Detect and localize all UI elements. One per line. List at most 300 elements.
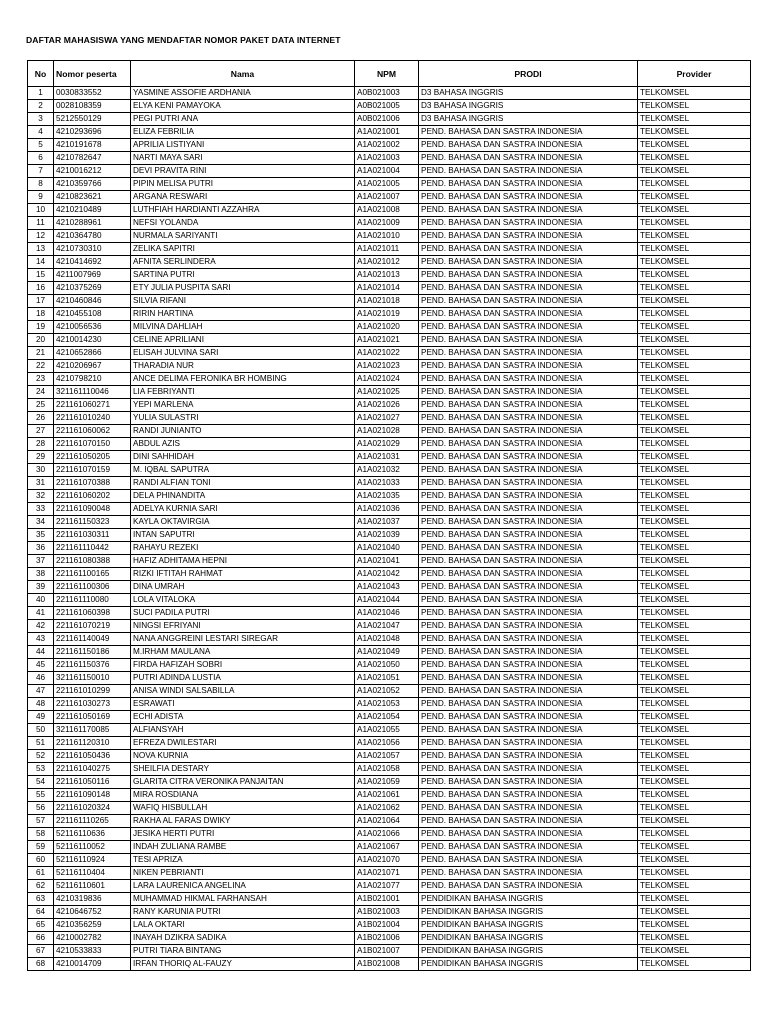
cell-no: 46 [28, 672, 54, 685]
cell-provider: TELKOMSEL [638, 321, 751, 334]
cell-nomor-peserta: 4210016212 [54, 165, 131, 178]
cell-npm: A0B021003 [355, 87, 419, 100]
cell-npm: A1A021012 [355, 256, 419, 269]
cell-provider: TELKOMSEL [638, 893, 751, 906]
cell-prodi: PEND. BAHASA DAN SASTRA INDONESIA [419, 243, 638, 256]
table-row [28, 399, 751, 412]
cell-npm: A1A021036 [355, 503, 419, 516]
cell-no: 33 [28, 503, 54, 516]
cell-provider: TELKOMSEL [638, 464, 751, 477]
cell-nomor-peserta: 4210364780 [54, 230, 131, 243]
cell-prodi: PEND. BAHASA DAN SASTRA INDONESIA [419, 295, 638, 308]
cell-provider: TELKOMSEL [638, 451, 751, 464]
table-row [28, 698, 751, 711]
table-row [28, 165, 751, 178]
cell-nama: DINA UMRAH [131, 581, 355, 594]
table-row [28, 802, 751, 815]
table-row [28, 386, 751, 399]
cell-nomor-peserta: 221161050205 [54, 451, 131, 464]
cell-nama: RAHAYU REZEKI [131, 542, 355, 555]
cell-no: 53 [28, 763, 54, 776]
cell-npm: A1A021051 [355, 672, 419, 685]
cell-no: 17 [28, 295, 54, 308]
cell-nomor-peserta: 221161120310 [54, 737, 131, 750]
table-row [28, 672, 751, 685]
cell-provider: TELKOMSEL [638, 750, 751, 763]
cell-no: 54 [28, 776, 54, 789]
cell-nama: NURMALA SARIYANTI [131, 230, 355, 243]
cell-provider: TELKOMSEL [638, 841, 751, 854]
cell-nama: NINGSI EFRIYANI [131, 620, 355, 633]
cell-provider: TELKOMSEL [638, 581, 751, 594]
cell-provider: TELKOMSEL [638, 789, 751, 802]
cell-nomor-peserta: 4210375269 [54, 282, 131, 295]
cell-nama: YEPI MARLENA [131, 399, 355, 412]
cell-prodi: PEND. BAHASA DAN SASTRA INDONESIA [419, 126, 638, 139]
cell-nomor-peserta: 221161010299 [54, 685, 131, 698]
cell-npm: A1A021047 [355, 620, 419, 633]
cell-nama: NIKEN PEBRIANTI [131, 867, 355, 880]
cell-provider: TELKOMSEL [638, 672, 751, 685]
cell-no: 36 [28, 542, 54, 555]
table-row [28, 815, 751, 828]
cell-provider: TELKOMSEL [638, 412, 751, 425]
cell-provider: TELKOMSEL [638, 867, 751, 880]
cell-provider: TELKOMSEL [638, 243, 751, 256]
table-row [28, 139, 751, 152]
cell-prodi: PEND. BAHASA DAN SASTRA INDONESIA [419, 698, 638, 711]
cell-npm: A1A021024 [355, 373, 419, 386]
table-row [28, 542, 751, 555]
cell-prodi: PEND. BAHASA DAN SASTRA INDONESIA [419, 178, 638, 191]
cell-npm: A1A021040 [355, 542, 419, 555]
cell-prodi: PEND. BAHASA DAN SASTRA INDONESIA [419, 165, 638, 178]
cell-nama: EFREZA DWILESTARI [131, 737, 355, 750]
cell-nomor-peserta: 221161150376 [54, 659, 131, 672]
cell-prodi: PEND. BAHASA DAN SASTRA INDONESIA [419, 724, 638, 737]
cell-provider: TELKOMSEL [638, 126, 751, 139]
cell-nama: SHEILFIA DESTARY [131, 763, 355, 776]
cell-provider: TELKOMSEL [638, 282, 751, 295]
cell-provider: TELKOMSEL [638, 568, 751, 581]
cell-prodi: PENDIDIKAN BAHASA INGGRIS [419, 919, 638, 932]
cell-prodi: PENDIDIKAN BAHASA INGGRIS [419, 945, 638, 958]
cell-nomor-peserta: 221161100306 [54, 581, 131, 594]
table-row [28, 581, 751, 594]
cell-npm: A1B021006 [355, 932, 419, 945]
cell-nama: RANDI ALFIAN TONI [131, 477, 355, 490]
cell-npm: A1A021041 [355, 555, 419, 568]
cell-nama: ABDUL AZIS [131, 438, 355, 451]
cell-prodi: PENDIDIKAN BAHASA INGGRIS [419, 958, 638, 971]
cell-prodi: PENDIDIKAN BAHASA INGGRIS [419, 893, 638, 906]
cell-prodi: PEND. BAHASA DAN SASTRA INDONESIA [419, 204, 638, 217]
cell-provider: TELKOMSEL [638, 295, 751, 308]
cell-nama: MIRA ROSDIANA [131, 789, 355, 802]
table-row [28, 659, 751, 672]
cell-npm: A1A021032 [355, 464, 419, 477]
cell-provider: TELKOMSEL [638, 737, 751, 750]
cell-prodi: PEND. BAHASA DAN SASTRA INDONESIA [419, 386, 638, 399]
cell-no: 6 [28, 152, 54, 165]
cell-nomor-peserta: 4210056536 [54, 321, 131, 334]
cell-prodi: D3 BAHASA INGGRIS [419, 87, 638, 100]
table-row [28, 360, 751, 373]
cell-no: 38 [28, 568, 54, 581]
cell-no: 29 [28, 451, 54, 464]
cell-no: 18 [28, 308, 54, 321]
table-row [28, 490, 751, 503]
table-row [28, 568, 751, 581]
cell-prodi: PEND. BAHASA DAN SASTRA INDONESIA [419, 568, 638, 581]
cell-no: 56 [28, 802, 54, 815]
cell-no: 64 [28, 906, 54, 919]
cell-nama: ELIZA FEBRILIA [131, 126, 355, 139]
cell-nama: NOVA KURNIA [131, 750, 355, 763]
cell-provider: TELKOMSEL [638, 308, 751, 321]
cell-provider: TELKOMSEL [638, 633, 751, 646]
cell-provider: TELKOMSEL [638, 711, 751, 724]
cell-nomor-peserta: 221161010240 [54, 412, 131, 425]
table-row [28, 243, 751, 256]
table-row [28, 503, 751, 516]
header-no: No [28, 61, 54, 87]
cell-prodi: D3 BAHASA INGGRIS [419, 113, 638, 126]
cell-prodi: PEND. BAHASA DAN SASTRA INDONESIA [419, 334, 638, 347]
cell-nomor-peserta: 4210293696 [54, 126, 131, 139]
cell-npm: A1A021049 [355, 646, 419, 659]
table-row [28, 87, 751, 100]
cell-nomor-peserta: 4210652866 [54, 347, 131, 360]
cell-no: 65 [28, 919, 54, 932]
cell-prodi: PEND. BAHASA DAN SASTRA INDONESIA [419, 776, 638, 789]
cell-npm: A1A021004 [355, 165, 419, 178]
header-prodi: PRODI [419, 61, 638, 87]
cell-no: 40 [28, 594, 54, 607]
table-row [28, 178, 751, 191]
cell-nama: RANY KARUNIA PUTRI [131, 906, 355, 919]
cell-nomor-peserta: 4210210489 [54, 204, 131, 217]
table-row [28, 737, 751, 750]
header-provider: Provider [638, 61, 751, 87]
cell-provider: TELKOMSEL [638, 958, 751, 971]
cell-prodi: PEND. BAHASA DAN SASTRA INDONESIA [419, 529, 638, 542]
cell-nama: ALFIANSYAH [131, 724, 355, 737]
table-row [28, 269, 751, 282]
cell-provider: TELKOMSEL [638, 880, 751, 893]
cell-provider: TELKOMSEL [638, 906, 751, 919]
cell-nomor-peserta: 4210206967 [54, 360, 131, 373]
table-row [28, 750, 751, 763]
cell-no: 22 [28, 360, 54, 373]
cell-provider: TELKOMSEL [638, 347, 751, 360]
cell-npm: A1A021023 [355, 360, 419, 373]
cell-prodi: PEND. BAHASA DAN SASTRA INDONESIA [419, 282, 638, 295]
table-row [28, 555, 751, 568]
cell-no: 27 [28, 425, 54, 438]
table-row [28, 282, 751, 295]
cell-provider: TELKOMSEL [638, 217, 751, 230]
table-row [28, 906, 751, 919]
cell-nomor-peserta: 221161090148 [54, 789, 131, 802]
cell-no: 21 [28, 347, 54, 360]
cell-no: 62 [28, 880, 54, 893]
cell-no: 59 [28, 841, 54, 854]
cell-nama: ECHI ADISTA [131, 711, 355, 724]
cell-nama: GLARITA CITRA VERONIKA PANJAITAN [131, 776, 355, 789]
cell-npm: A1A021018 [355, 295, 419, 308]
cell-no: 30 [28, 464, 54, 477]
table-row [28, 295, 751, 308]
cell-prodi: PEND. BAHASA DAN SASTRA INDONESIA [419, 581, 638, 594]
cell-nomor-peserta: 221161070150 [54, 438, 131, 451]
cell-provider: TELKOMSEL [638, 165, 751, 178]
table-row [28, 724, 751, 737]
cell-nomor-peserta: 221161060202 [54, 490, 131, 503]
cell-prodi: PEND. BAHASA DAN SASTRA INDONESIA [419, 152, 638, 165]
cell-nomor-peserta: 52116110052 [54, 841, 131, 854]
cell-no: 68 [28, 958, 54, 971]
cell-provider: TELKOMSEL [638, 802, 751, 815]
cell-prodi: PEND. BAHASA DAN SASTRA INDONESIA [419, 230, 638, 243]
cell-npm: A1A021019 [355, 308, 419, 321]
cell-provider: TELKOMSEL [638, 776, 751, 789]
cell-npm: A1A021066 [355, 828, 419, 841]
cell-nama: NANA ANGGREINI LESTARI SIREGAR [131, 633, 355, 646]
cell-npm: A1A021014 [355, 282, 419, 295]
cell-nomor-peserta: 4211007969 [54, 269, 131, 282]
cell-prodi: PEND. BAHASA DAN SASTRA INDONESIA [419, 711, 638, 724]
cell-nama: FIRDA HAFIZAH SOBRI [131, 659, 355, 672]
cell-nama: LIA FEBRIYANTI [131, 386, 355, 399]
cell-provider: TELKOMSEL [638, 204, 751, 217]
table-row [28, 646, 751, 659]
cell-prodi: PEND. BAHASA DAN SASTRA INDONESIA [419, 867, 638, 880]
cell-no: 41 [28, 607, 54, 620]
cell-provider: TELKOMSEL [638, 594, 751, 607]
cell-nama: ARGANA RESWARI [131, 191, 355, 204]
cell-nama: YULIA SULASTRI [131, 412, 355, 425]
cell-nama: RIRIN HARTINA [131, 308, 355, 321]
student-table [27, 60, 751, 971]
cell-provider: TELKOMSEL [638, 360, 751, 373]
cell-provider: TELKOMSEL [638, 438, 751, 451]
table-row [28, 126, 751, 139]
cell-npm: A1A021033 [355, 477, 419, 490]
cell-provider: TELKOMSEL [638, 386, 751, 399]
cell-no: 24 [28, 386, 54, 399]
cell-prodi: PEND. BAHASA DAN SASTRA INDONESIA [419, 347, 638, 360]
cell-prodi: PEND. BAHASA DAN SASTRA INDONESIA [419, 633, 638, 646]
cell-no: 63 [28, 893, 54, 906]
cell-no: 44 [28, 646, 54, 659]
cell-nama: M.IRHAM MAULANA [131, 646, 355, 659]
cell-no: 11 [28, 217, 54, 230]
cell-nomor-peserta: 321161170085 [54, 724, 131, 737]
cell-npm: A1B021003 [355, 906, 419, 919]
table-row [28, 113, 751, 126]
cell-no: 49 [28, 711, 54, 724]
table-row [28, 958, 751, 971]
cell-nomor-peserta: 321161150010 [54, 672, 131, 685]
cell-no: 50 [28, 724, 54, 737]
cell-no: 4 [28, 126, 54, 139]
cell-provider: TELKOMSEL [638, 100, 751, 113]
cell-nama: ESRAWATI [131, 698, 355, 711]
table-row [28, 841, 751, 854]
cell-provider: TELKOMSEL [638, 529, 751, 542]
table-row [28, 412, 751, 425]
cell-provider: TELKOMSEL [638, 646, 751, 659]
cell-nama: RIZKI IFTITAH RAHMAT [131, 568, 355, 581]
cell-nama: DELA PHINANDITA [131, 490, 355, 503]
cell-provider: TELKOMSEL [638, 919, 751, 932]
cell-nomor-peserta: 4210356259 [54, 919, 131, 932]
cell-npm: A1A021027 [355, 412, 419, 425]
cell-nama: PEGI PUTRI ANA [131, 113, 355, 126]
table-row [28, 308, 751, 321]
cell-no: 45 [28, 659, 54, 672]
table-row [28, 880, 751, 893]
table-row [28, 191, 751, 204]
cell-nomor-peserta: 4210455108 [54, 308, 131, 321]
cell-no: 31 [28, 477, 54, 490]
cell-nomor-peserta: 221161110080 [54, 594, 131, 607]
cell-npm: A1A021021 [355, 334, 419, 347]
cell-npm: A1A021044 [355, 594, 419, 607]
cell-nomor-peserta: 4210782647 [54, 152, 131, 165]
cell-no: 14 [28, 256, 54, 269]
table-row [28, 451, 751, 464]
cell-provider: TELKOMSEL [638, 503, 751, 516]
table-body [28, 87, 751, 971]
cell-npm: A1A021077 [355, 880, 419, 893]
cell-nama: THARADIA NUR [131, 360, 355, 373]
cell-nomor-peserta: 221161050436 [54, 750, 131, 763]
table-row [28, 776, 751, 789]
cell-npm: A1A021050 [355, 659, 419, 672]
cell-npm: A1A021046 [355, 607, 419, 620]
cell-nomor-peserta: 0028108359 [54, 100, 131, 113]
cell-no: 67 [28, 945, 54, 958]
cell-nama: RAKHA AL FARAS DWIKY [131, 815, 355, 828]
cell-provider: TELKOMSEL [638, 607, 751, 620]
cell-prodi: PEND. BAHASA DAN SASTRA INDONESIA [419, 828, 638, 841]
table-row [28, 932, 751, 945]
cell-npm: A1A021058 [355, 763, 419, 776]
cell-no: 23 [28, 373, 54, 386]
table-row [28, 854, 751, 867]
header-nama: Nama [131, 61, 355, 87]
cell-npm: A1A021056 [355, 737, 419, 750]
cell-provider: TELKOMSEL [638, 113, 751, 126]
cell-prodi: PEND. BAHASA DAN SASTRA INDONESIA [419, 373, 638, 386]
cell-provider: TELKOMSEL [638, 178, 751, 191]
cell-nomor-peserta: 221161020324 [54, 802, 131, 815]
cell-nama: ELISAH JULVINA SARI [131, 347, 355, 360]
cell-no: 7 [28, 165, 54, 178]
cell-provider: TELKOMSEL [638, 477, 751, 490]
cell-nama: MUHAMMAD HIKMAL FARHANSAH [131, 893, 355, 906]
cell-prodi: PEND. BAHASA DAN SASTRA INDONESIA [419, 191, 638, 204]
cell-provider: TELKOMSEL [638, 542, 751, 555]
cell-npm: A1A021048 [355, 633, 419, 646]
table-row [28, 347, 751, 360]
cell-no: 55 [28, 789, 54, 802]
cell-provider: TELKOMSEL [638, 191, 751, 204]
cell-nomor-peserta: 52116110924 [54, 854, 131, 867]
cell-no: 25 [28, 399, 54, 412]
cell-prodi: PEND. BAHASA DAN SASTRA INDONESIA [419, 737, 638, 750]
cell-nomor-peserta: 4210014709 [54, 958, 131, 971]
cell-nomor-peserta: 221161030311 [54, 529, 131, 542]
cell-nomor-peserta: 221161070219 [54, 620, 131, 633]
cell-npm: A1B021004 [355, 919, 419, 932]
cell-nama: LALA OKTARI [131, 919, 355, 932]
cell-prodi: PEND. BAHASA DAN SASTRA INDONESIA [419, 139, 638, 152]
table-row [28, 217, 751, 230]
cell-npm: A1A021013 [355, 269, 419, 282]
cell-prodi: PEND. BAHASA DAN SASTRA INDONESIA [419, 269, 638, 282]
cell-provider: TELKOMSEL [638, 854, 751, 867]
header-npm: NPM [355, 61, 419, 87]
cell-no: 1 [28, 87, 54, 100]
cell-prodi: PEND. BAHASA DAN SASTRA INDONESIA [419, 503, 638, 516]
table-row [28, 919, 751, 932]
cell-provider: TELKOMSEL [638, 490, 751, 503]
cell-provider: TELKOMSEL [638, 724, 751, 737]
cell-no: 3 [28, 113, 54, 126]
cell-nomor-peserta: 221161060398 [54, 607, 131, 620]
cell-no: 32 [28, 490, 54, 503]
cell-provider: TELKOMSEL [638, 87, 751, 100]
cell-provider: TELKOMSEL [638, 828, 751, 841]
cell-nama: NEFSI YOLANDA [131, 217, 355, 230]
cell-nama: ETY JULIA PUSPITA SARI [131, 282, 355, 295]
cell-prodi: PEND. BAHASA DAN SASTRA INDONESIA [419, 607, 638, 620]
cell-provider: TELKOMSEL [638, 230, 751, 243]
cell-prodi: PEND. BAHASA DAN SASTRA INDONESIA [419, 672, 638, 685]
cell-npm: A1A021010 [355, 230, 419, 243]
cell-prodi: PEND. BAHASA DAN SASTRA INDONESIA [419, 321, 638, 334]
cell-nomor-peserta: 221161060271 [54, 399, 131, 412]
cell-npm: A1A021070 [355, 854, 419, 867]
cell-npm: A1A021003 [355, 152, 419, 165]
cell-no: 42 [28, 620, 54, 633]
cell-npm: A1A021052 [355, 685, 419, 698]
cell-nama: SILVIA RIFANI [131, 295, 355, 308]
table-row [28, 464, 751, 477]
cell-prodi: PEND. BAHASA DAN SASTRA INDONESIA [419, 789, 638, 802]
cell-no: 16 [28, 282, 54, 295]
cell-nomor-peserta: 221161110265 [54, 815, 131, 828]
cell-nama: YASMINE ASSOFIE ARDHANIA [131, 87, 355, 100]
table-row [28, 321, 751, 334]
cell-prodi: PEND. BAHASA DAN SASTRA INDONESIA [419, 542, 638, 555]
table-row [28, 789, 751, 802]
cell-prodi: PEND. BAHASA DAN SASTRA INDONESIA [419, 217, 638, 230]
cell-npm: A1B021008 [355, 958, 419, 971]
table-row [28, 633, 751, 646]
table-row [28, 100, 751, 113]
cell-prodi: PEND. BAHASA DAN SASTRA INDONESIA [419, 750, 638, 763]
cell-nomor-peserta: 221161150186 [54, 646, 131, 659]
cell-prodi: PEND. BAHASA DAN SASTRA INDONESIA [419, 815, 638, 828]
cell-no: 47 [28, 685, 54, 698]
cell-no: 35 [28, 529, 54, 542]
cell-no: 34 [28, 516, 54, 529]
cell-nomor-peserta: 221161080388 [54, 555, 131, 568]
